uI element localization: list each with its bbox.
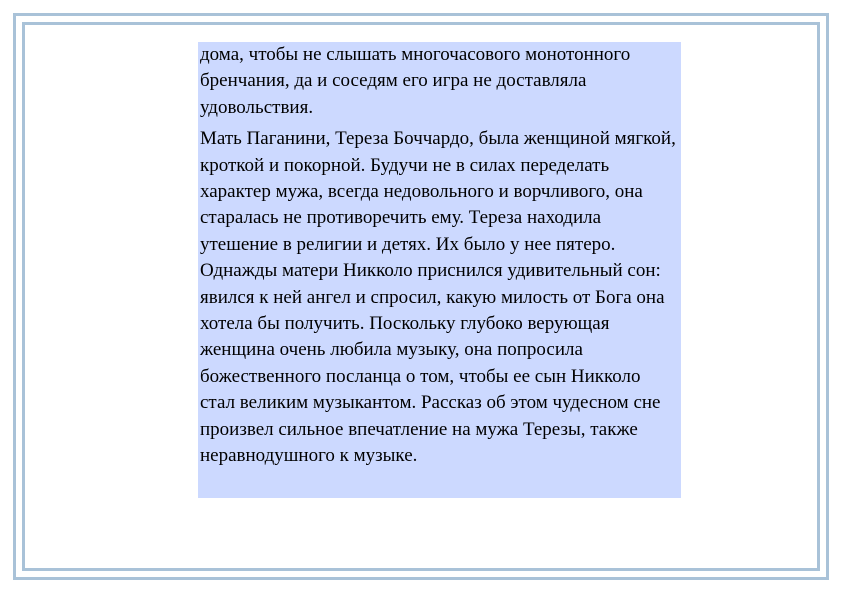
paragraph-1: дома, чтобы не слышать многочасового монотонного бренчания, да и соседям его игра не доставляла удовольствия. <box>200 44 631 118</box>
paragraph-2: Мать Паганини, Тереза Боччардо, была женщиной мягкой, кроткой и покорной. Будучи не в силах переделать характер мужа, всегда недовольного и ворчливого, она старалась не противоречить ему. Тереза находила утешение в религии и детях. Их было у нее пятеро. Однажды матери Никколо приснился удивительный сон: явился к ней ангел и спросил, какую милость от Бога она хотела бы получить. Поскольку глубоко верующая женщина очень любила музыку, она попросила божественного посланца о том, чтобы ее сын Никколо стал великим музыкантом. Рассказ об этом чудесном сне произвел сильное впечатление на мужа Терезы, также неравнодушного к музыке. <box>200 128 676 467</box>
text-box[interactable] <box>198 42 681 498</box>
